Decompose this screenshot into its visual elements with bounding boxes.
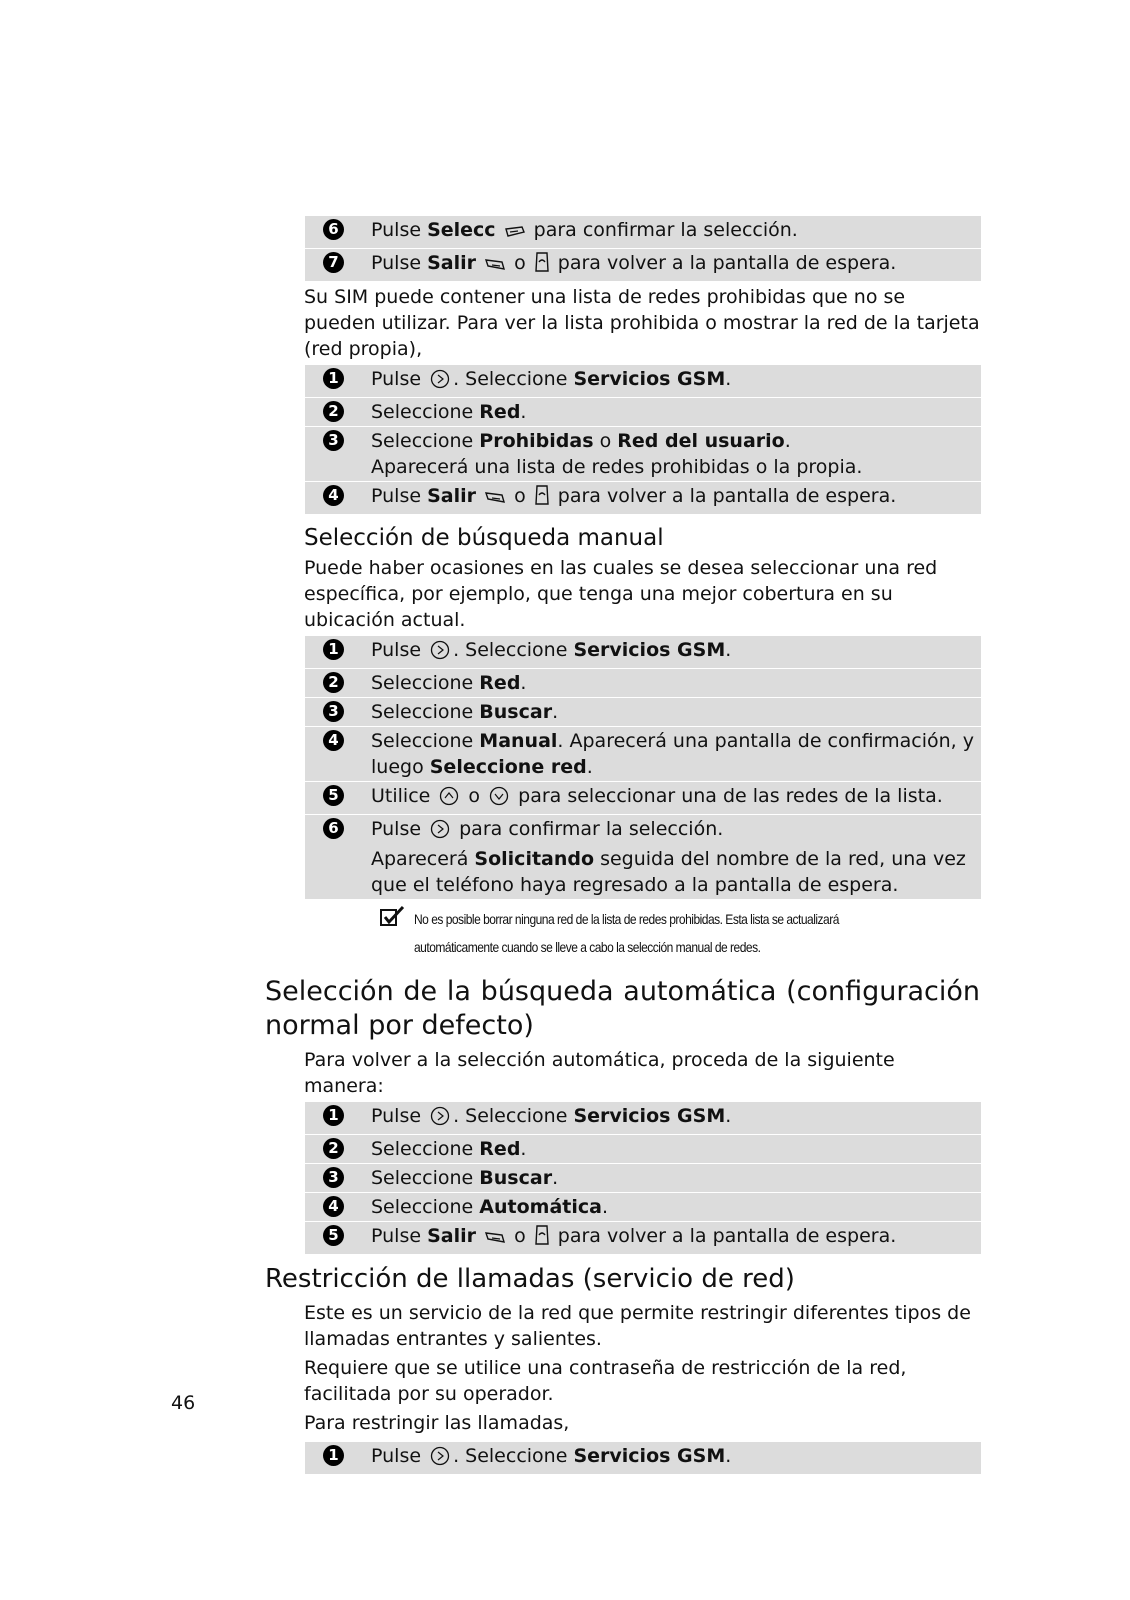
step-row: 3 Seleccione Buscar. xyxy=(305,1163,981,1192)
softkey-label: Selecc xyxy=(427,219,496,241)
step-row: 4 Seleccione Manual. Aparecerá una pantalla de confirmación, y luego Seleccione red. xyxy=(305,726,981,781)
paragraph-restr-1: Este es un servicio de la red que permite restringir diferentes tipos de llamadas entrantes y salientes. xyxy=(304,1302,971,1350)
step-row: 2 Seleccione Red. xyxy=(305,668,981,697)
step-number-badge: 2 xyxy=(323,401,344,422)
step-row: 4 Seleccione Automática. xyxy=(305,1192,981,1221)
step-number-badge: 1 xyxy=(323,639,344,660)
paragraph-manual: Puede haber ocasiones en las cuales se desea seleccionar una red específica, por ejemplo, que tenga una mejor cobertura en su ubicación actual. xyxy=(304,557,938,631)
step-row: 6 Pulse Selecc para confirmar la selección. xyxy=(305,216,981,248)
step-row: 4 Pulse Salir o para volver a la pantalla de espera. xyxy=(305,481,981,514)
step-number-badge: 2 xyxy=(323,1138,344,1159)
paragraph-restr-3: Para restringir las llamadas, xyxy=(304,1412,570,1434)
step-number-badge: 4 xyxy=(323,485,344,506)
end-call-key-icon xyxy=(534,1224,550,1253)
paragraph-sim: Su SIM puede contener una lista de redes prohibidas que no se pueden utilizar. Para ver la lista prohibida o mostrar la red de la tarjeta (red propia), xyxy=(304,286,980,360)
step-number-badge: 3 xyxy=(323,1167,344,1188)
end-call-key-icon xyxy=(534,251,550,280)
step-number-badge: 6 xyxy=(323,818,344,839)
step-number-badge: 6 xyxy=(323,219,344,240)
step-row: 3 Seleccione Buscar. xyxy=(305,697,981,726)
menu-key-icon xyxy=(429,369,451,396)
step-number-badge: 3 xyxy=(323,430,344,451)
step-number-badge: 5 xyxy=(323,785,344,806)
up-key-icon xyxy=(438,786,460,813)
step-number-badge: 7 xyxy=(323,252,344,273)
step-row: 2 Seleccione Red. xyxy=(305,397,981,426)
step-number-badge: 3 xyxy=(323,701,344,722)
step-number-badge: 1 xyxy=(323,368,344,389)
steps-block-continue xyxy=(305,216,981,281)
right-softkey-icon xyxy=(484,254,506,280)
right-softkey-icon xyxy=(484,1227,506,1253)
note-text: No es posible borrar ninguna red de la lista de redes prohibidas. Esta lista se actualizará automáticamente cuando se lleve a cabo la selección manual de redes. xyxy=(414,911,839,955)
menu-key-icon xyxy=(429,640,451,667)
page-content xyxy=(265,216,980,1474)
steps-block-prohibited xyxy=(305,365,981,514)
end-call-key-icon xyxy=(534,484,550,513)
menu-key-icon xyxy=(429,819,451,846)
paragraph-restr-2: Requiere que se utilice una contraseña de restricción de la red, facilitada por su operador. xyxy=(304,1357,907,1405)
step-number-badge: 1 xyxy=(323,1105,344,1126)
heading-auto-search: Selección de la búsqueda automática (configuración normal por defecto) xyxy=(265,976,980,1041)
menu-key-icon xyxy=(429,1446,451,1473)
step-row: 1 Pulse . Seleccione Servicios GSM. xyxy=(305,1442,981,1474)
step-row: 2 Seleccione Red. xyxy=(305,1134,981,1163)
menu-key-icon xyxy=(429,1106,451,1133)
step-row: 5 Utilice o para seleccionar una de las redes de la lista. xyxy=(305,781,981,814)
left-softkey-icon xyxy=(504,221,526,247)
step-row: 6 Pulse para confirmar la selección. Aparecerá Solicitando seguida del nombre de la red, una vez que el teléfono haya regresado a la pantalla de espera. xyxy=(305,814,981,899)
steps-block-manual xyxy=(305,636,981,899)
softkey-label: Salir xyxy=(427,252,476,274)
step-number-badge: 2 xyxy=(323,672,344,693)
step-number-badge: 5 xyxy=(323,1225,344,1246)
steps-block-barring xyxy=(305,1442,981,1474)
step-row: 3 Seleccione Prohibidas o Red del usuario. Aparecerá una lista de redes prohibidas o la propia. xyxy=(305,426,981,481)
right-softkey-icon xyxy=(484,487,506,513)
paragraph-auto: Para volver a la selección automática, proceda de la siguiente manera: xyxy=(304,1049,895,1097)
heading-manual-search: Selección de búsqueda manual xyxy=(304,525,664,551)
note xyxy=(380,905,980,961)
step-number-badge: 4 xyxy=(323,1196,344,1217)
step-row: 1 Pulse . Seleccione Servicios GSM. xyxy=(305,365,981,397)
checkmark-note-icon xyxy=(380,905,414,961)
step-row: 7 Pulse Salir o para volver a la pantalla de espera. xyxy=(305,248,981,281)
step-number-badge: 1 xyxy=(323,1445,344,1466)
step-row: 1 Pulse . Seleccione Servicios GSM. xyxy=(305,636,981,668)
page-number: 46 xyxy=(171,1392,196,1414)
step-number-badge: 4 xyxy=(323,730,344,751)
step-row: 1 Pulse . Seleccione Servicios GSM. xyxy=(305,1102,981,1134)
heading-call-barring: Restricción de llamadas (servicio de red) xyxy=(265,1264,795,1294)
down-key-icon xyxy=(488,786,510,813)
step-row: 5 Pulse Salir o para volver a la pantalla de espera. xyxy=(305,1221,981,1254)
steps-block-auto xyxy=(305,1102,981,1254)
